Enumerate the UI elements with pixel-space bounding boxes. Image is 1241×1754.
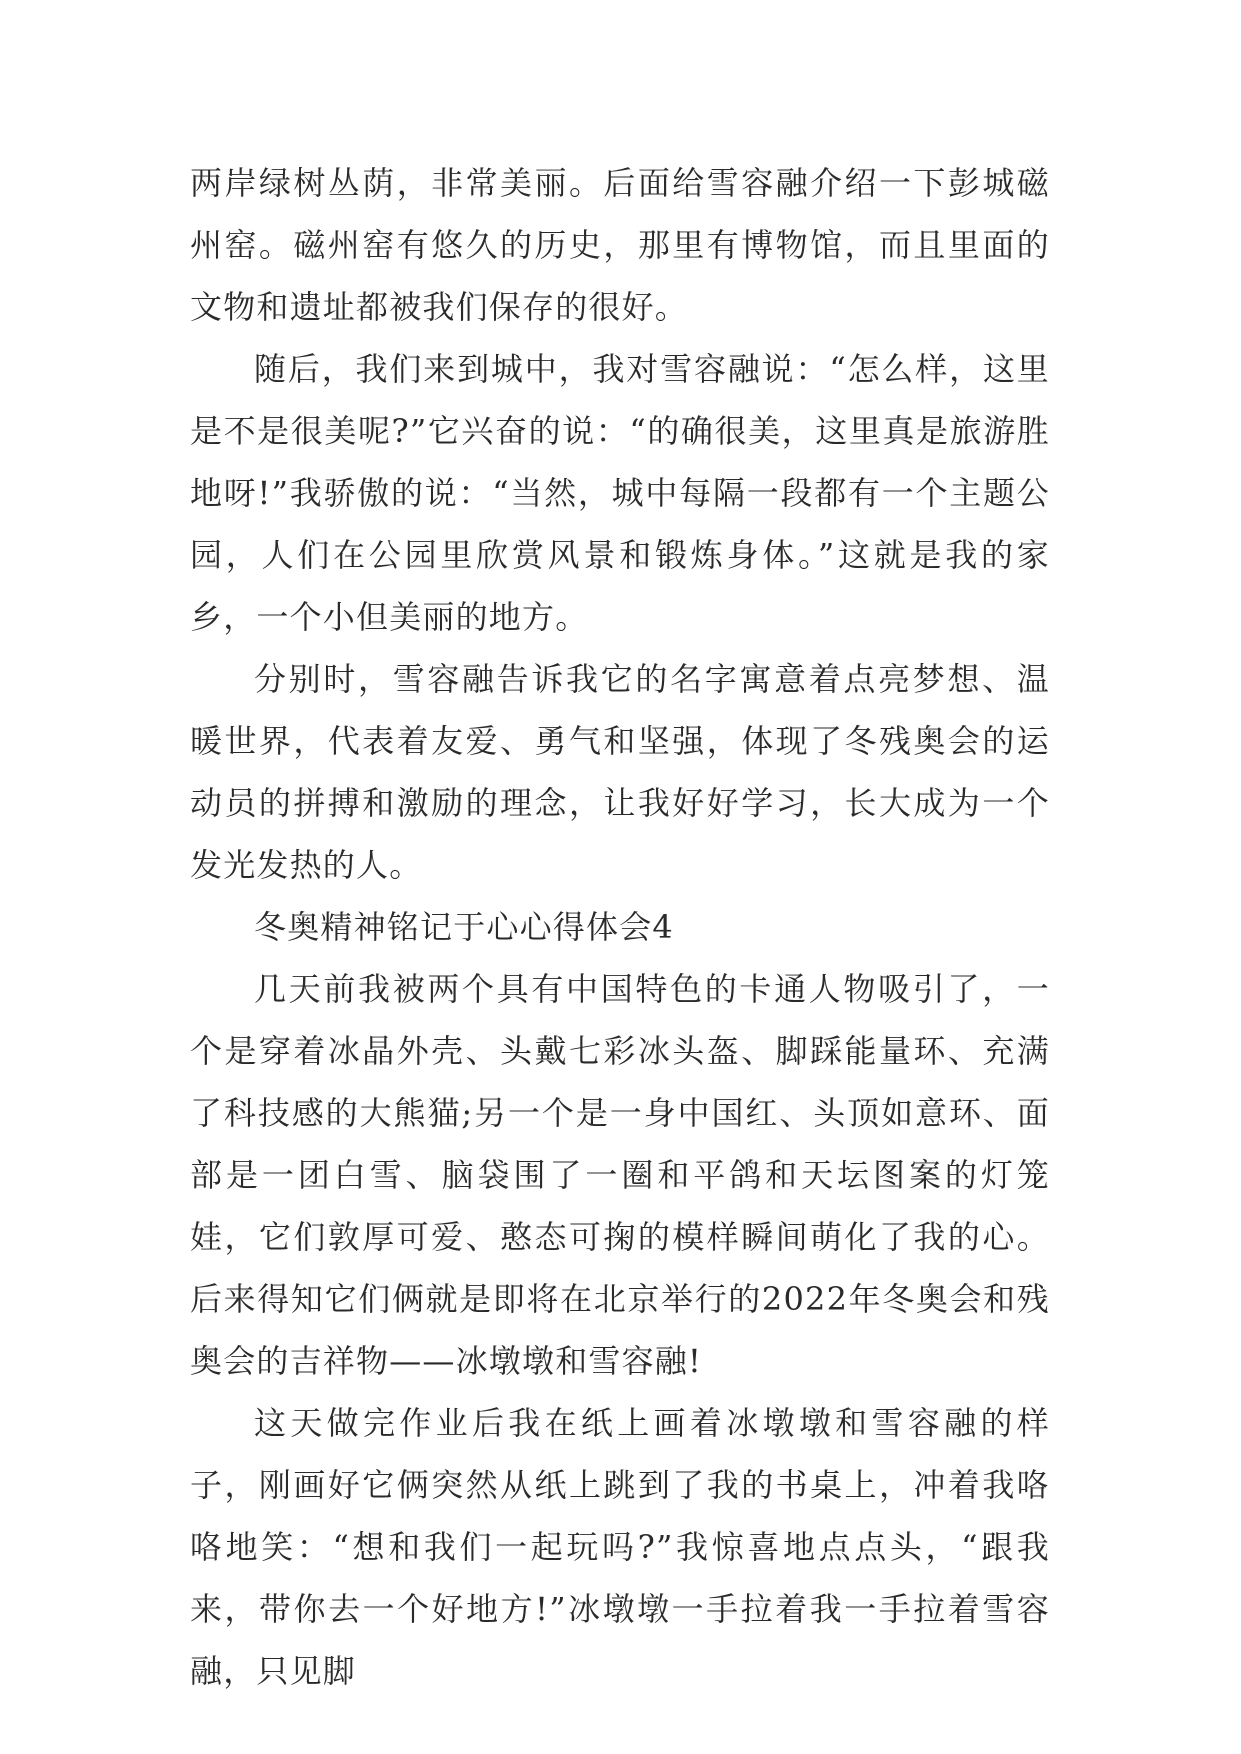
paragraph-4: 几天前我被两个具有中国特色的卡通人物吸引了，一个是穿着冰晶外壳、头戴七彩冰头盔、脚踩能量环、充满了科技感的大熊猫;另一个是一身中国红、头顶如意环、面部是一团白雪、脑袋围了一圈和平鸽和天坛图案的灯笼娃，它们敦厚可爱、憨态可掬的模样瞬间萌化了我的心。后来得知它们俩就是即将在北京举行的2022年冬奥会和残奥会的吉祥物——冰墩墩和雪容融! [190, 970, 1050, 1380]
paragraph-2: 随后，我们来到城中，我对雪容融说：“怎么样，这里是不是很美呢?”它兴奋的说：“的确很美，这里真是旅游胜地呀!”我骄傲的说：“当然，城中每隔一段都有一个主题公园，人们在公园里欣赏风景和锻炼身体。”这就是我的家乡，一个小但美丽的地方。 [190, 350, 1050, 636]
paragraph-3: 分别时，雪容融告诉我它的名字寓意着点亮梦想、温暖世界，代表着友爱、勇气和坚强，体现了冬残奥会的运动员的拼搏和激励的理念，让我好好学习，长大成为一个发光发热的人。 [190, 660, 1050, 884]
document-body [190, 152, 1050, 1702]
paragraph-5: 这天做完作业后我在纸上画着冰墩墩和雪容融的样子，刚画好它俩突然从纸上跳到了我的书桌上，冲着我咯咯地笑：“想和我们一起玩吗?”我惊喜地点点头，“跟我来，带你去一个好地方!”冰墩墩一手拉着我一手拉着雪容融，只见脚 [190, 1404, 1050, 1690]
section-heading: 冬奥精神铭记于心心得体会4 [254, 908, 674, 946]
paragraph-1: 两岸绿树丛荫，非常美丽。后面给雪容融介绍一下彭城磁州窑。磁州窑有悠久的历史，那里有博物馆，而且里面的文物和遗址都被我们保存的很好。 [190, 164, 1050, 326]
